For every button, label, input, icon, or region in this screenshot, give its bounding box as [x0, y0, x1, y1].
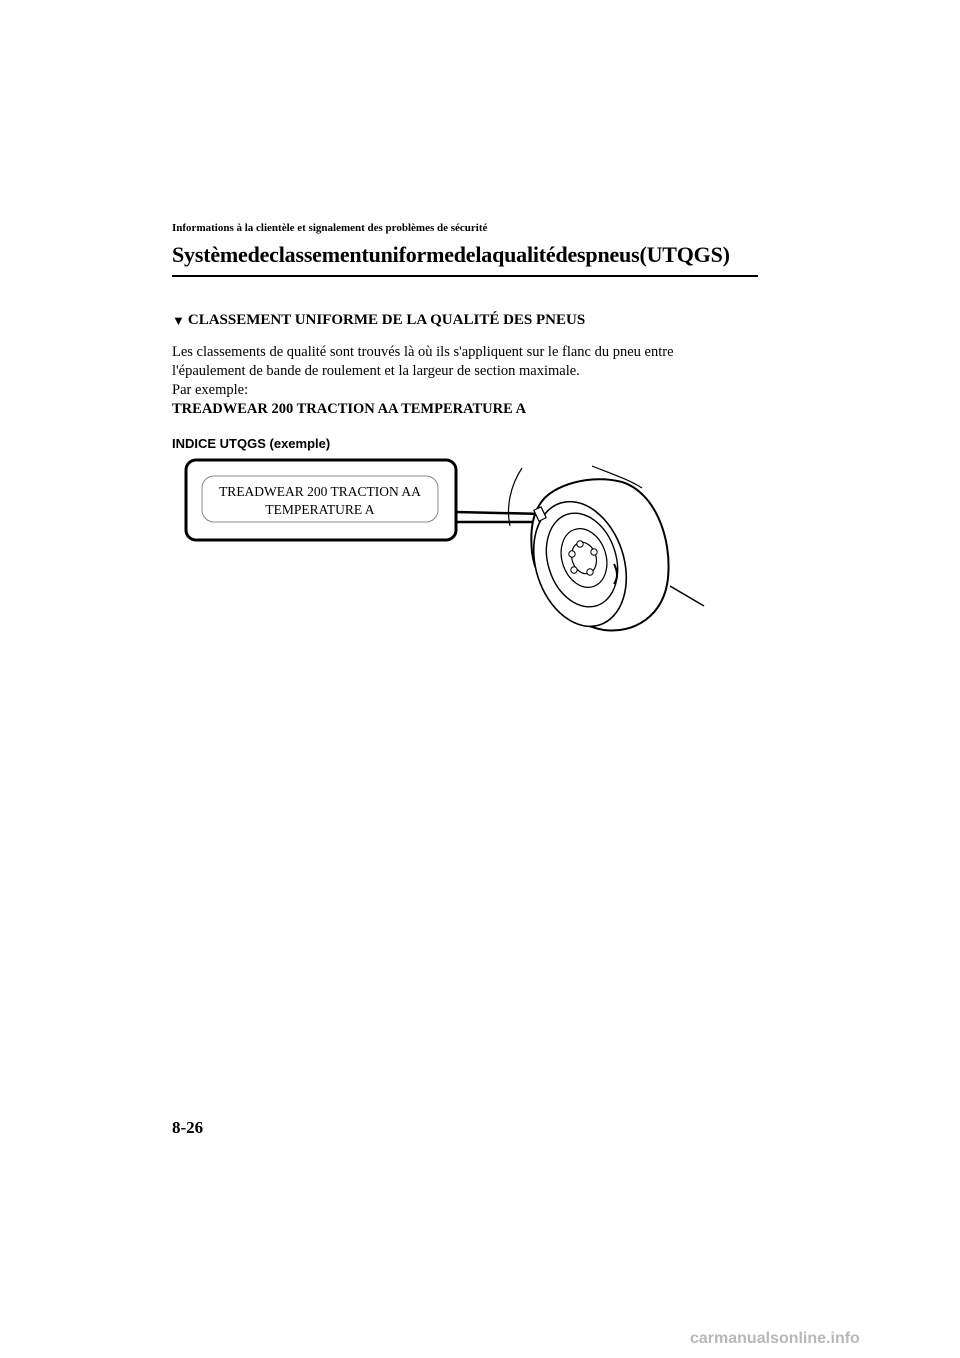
page-number: 8-26: [172, 1118, 204, 1137]
fender-arc: [509, 468, 523, 526]
section-heading-text: CLASSEMENT UNIFORME DE LA QUALITÉ DES PNEUS: [187, 312, 586, 328]
section-heading: [172, 312, 585, 329]
body-line-1: Les classements de qualité sont trouvés là où ils s'appliquent sur le flanc du pneu entre: [172, 344, 674, 360]
figure-caption: INDICE UTQGS (exemple): [172, 436, 331, 451]
lug-nut: [577, 541, 583, 547]
watermark-link[interactable]: carmanualsonline.info: [690, 1330, 860, 1347]
lug-nut: [571, 567, 577, 573]
callout-line-2: TEMPERATURE A: [265, 502, 375, 517]
lug-nut: [587, 569, 593, 575]
body-line-2: l'épaulement de bande de roulement et la largeur de section maximale.: [172, 363, 580, 379]
chapter-subtitle: Informations à la clientèle et signalement des problèmes de sécurité: [172, 222, 488, 234]
header-divider: [172, 275, 758, 277]
example-value: TREADWEAR 200 TRACTION AA TEMPERATURE A: [172, 401, 527, 417]
lug-nut: [569, 551, 575, 557]
leader-line-top: [456, 512, 544, 514]
page-title: Systèmedeclassementuniformedelaqualitédespneus(UTQGS): [172, 242, 730, 267]
callout-line-1: TREADWEAR 200 TRACTION AA: [219, 484, 421, 499]
lug-nut: [591, 549, 597, 555]
example-intro: Par exemple:: [172, 382, 249, 398]
triangle-down-icon: ▼: [172, 312, 185, 328]
tire-illustration: [172, 456, 732, 636]
section-body: [172, 343, 762, 419]
car-rocker-line: [670, 586, 704, 606]
